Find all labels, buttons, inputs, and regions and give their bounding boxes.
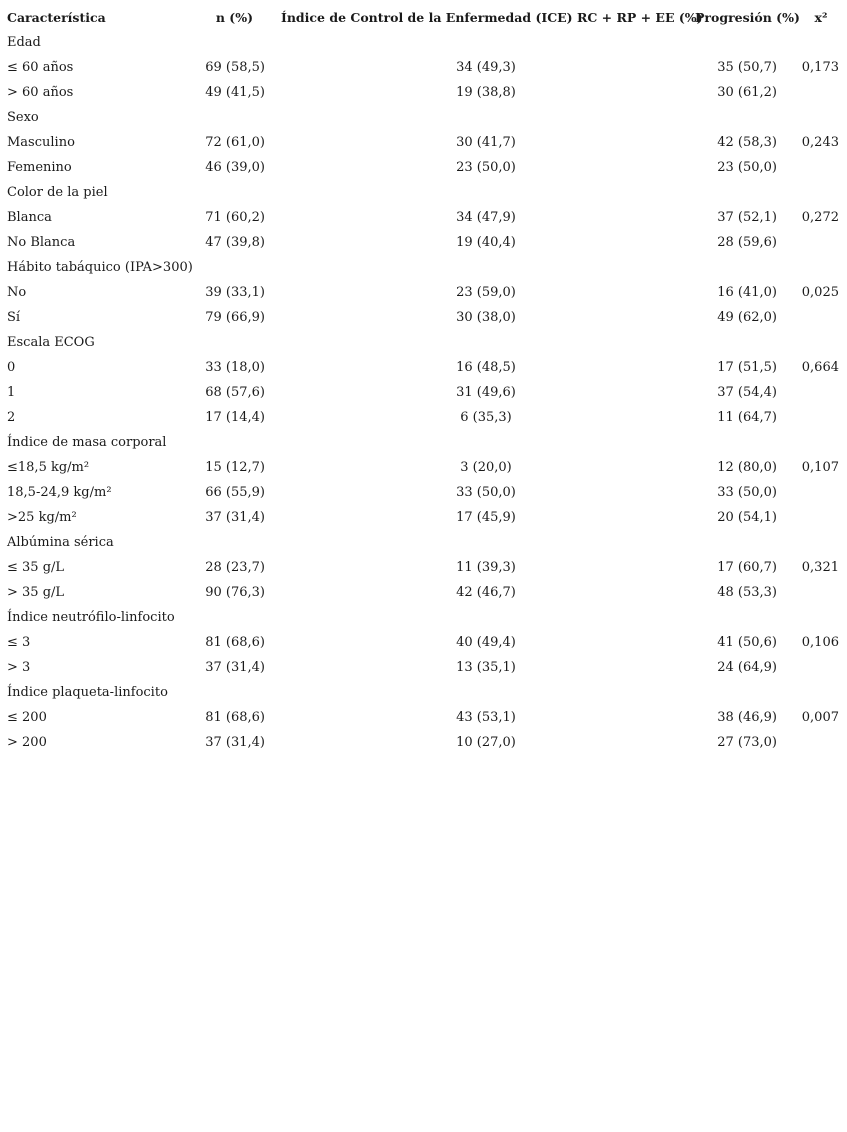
x2-value	[793, 480, 843, 505]
group-header-row	[7, 530, 843, 555]
group-title: Sexo	[7, 110, 39, 125]
table-row	[7, 80, 843, 105]
table-row	[7, 580, 843, 605]
n-percent-value: 15 (12,7)	[205, 460, 265, 475]
x2-value: 0,243	[801, 135, 839, 150]
group-title: Escala ECOG	[7, 335, 95, 350]
table-header	[7, 5, 843, 30]
x2-value	[793, 580, 843, 605]
n-percent-value: 90 (76,3)	[205, 585, 265, 600]
ice-value: 34 (47,9)	[456, 210, 516, 225]
ice-value: 31 (49,6)	[456, 385, 516, 400]
table-row	[7, 55, 843, 80]
ice-value: 42 (46,7)	[456, 585, 516, 600]
n-percent-value: 68 (57,6)	[205, 385, 265, 400]
ice-value: 11 (39,3)	[456, 560, 516, 575]
x2-value	[793, 230, 843, 255]
ice-value: 3 (20,0)	[460, 460, 512, 475]
x2-value: 0,272	[801, 210, 839, 225]
n-percent-value: 71 (60,2)	[205, 210, 265, 225]
progression-value: 42 (58,3)	[717, 135, 777, 150]
row-label: 18,5-24,9 kg/m²	[7, 485, 112, 500]
ice-value: 13 (35,1)	[456, 660, 516, 675]
header-ice: Índice de Control de la Enfermedad (ICE) RC + RP + EE (%)	[281, 10, 703, 25]
ice-value: 19 (40,4)	[456, 235, 516, 250]
row-label: Blanca	[7, 210, 52, 225]
row-label: ≤ 35 g/L	[7, 560, 65, 575]
group-header-row	[7, 105, 843, 130]
characteristics-table	[7, 5, 843, 755]
group-header-row	[7, 180, 843, 205]
table-row	[7, 455, 843, 480]
x2-value: 0,007	[801, 710, 839, 725]
progression-value: 37 (52,1)	[717, 210, 777, 225]
ice-value: 33 (50,0)	[456, 485, 516, 500]
table-row	[7, 305, 843, 330]
x2-value: 0,321	[801, 560, 839, 575]
n-percent-value: 66 (55,9)	[205, 485, 265, 500]
table-row	[7, 355, 843, 380]
progression-value: 11 (64,7)	[717, 410, 777, 425]
header-x2: x²	[814, 10, 828, 25]
table-row	[7, 480, 843, 505]
row-label: 0	[7, 360, 16, 375]
row-label: No Blanca	[7, 235, 76, 250]
x2-value	[793, 405, 843, 430]
n-percent-value: 72 (61,0)	[205, 135, 265, 150]
group-title: Hábito tabáquico (IPA>300)	[7, 260, 193, 275]
row-label: > 200	[7, 735, 47, 750]
table-row	[7, 380, 843, 405]
progression-value: 30 (61,2)	[717, 85, 777, 100]
n-percent-value: 28 (23,7)	[205, 560, 265, 575]
ice-value: 23 (59,0)	[456, 285, 516, 300]
table-row	[7, 655, 843, 680]
header-progression: Progresión (%)	[695, 10, 800, 25]
ice-value: 19 (38,8)	[456, 85, 516, 100]
group-title: Índice neutrófilo-linfocito	[7, 610, 175, 625]
table-row	[7, 555, 843, 580]
progression-value: 48 (53,3)	[717, 585, 777, 600]
table-row	[7, 230, 843, 255]
group-header-row	[7, 680, 843, 705]
progression-value: 37 (54,4)	[717, 385, 777, 400]
x2-value: 0,173	[801, 60, 839, 75]
progression-value: 35 (50,7)	[717, 60, 777, 75]
row-label: ≤ 200	[7, 710, 47, 725]
n-percent-value: 37 (31,4)	[205, 735, 265, 750]
row-label: Sí	[7, 310, 21, 325]
n-percent-value: 37 (31,4)	[205, 660, 265, 675]
table-row	[7, 505, 843, 530]
x2-value	[793, 380, 843, 405]
group-header-row	[7, 255, 843, 280]
ice-value: 6 (35,3)	[460, 410, 512, 425]
ice-value: 40 (49,4)	[456, 635, 516, 650]
row-label: ≤ 3	[7, 635, 31, 650]
ice-value: 10 (27,0)	[456, 735, 516, 750]
group-title: Edad	[7, 35, 41, 50]
x2-value	[793, 80, 843, 105]
row-label: > 60 años	[7, 85, 74, 100]
progression-value: 17 (60,7)	[717, 560, 777, 575]
ice-value: 23 (50,0)	[456, 160, 516, 175]
row-label: 1	[7, 385, 16, 400]
n-percent-value: 81 (68,6)	[205, 710, 265, 725]
x2-value	[793, 505, 843, 530]
table-row	[7, 155, 843, 180]
group-title: Índice plaqueta-linfocito	[7, 685, 168, 700]
x2-value: 0,664	[801, 360, 839, 375]
n-percent-value: 69 (58,5)	[205, 60, 265, 75]
row-label: No	[7, 285, 27, 300]
x2-value	[793, 155, 843, 180]
n-percent-value: 81 (68,6)	[205, 635, 265, 650]
table-row	[7, 130, 843, 155]
group-header-row	[7, 430, 843, 455]
n-percent-value: 17 (14,4)	[205, 410, 265, 425]
progression-value: 41 (50,6)	[717, 635, 777, 650]
n-percent-value: 79 (66,9)	[205, 310, 265, 325]
table-body	[7, 30, 843, 755]
n-percent-value: 46 (39,0)	[205, 160, 265, 175]
progression-value: 16 (41,0)	[717, 285, 777, 300]
progression-value: 12 (80,0)	[717, 460, 777, 475]
progression-value: 28 (59,6)	[717, 235, 777, 250]
progression-value: 49 (62,0)	[717, 310, 777, 325]
header-row	[7, 5, 843, 30]
row-label: > 35 g/L	[7, 585, 65, 600]
progression-value: 20 (54,1)	[717, 510, 777, 525]
header-n-percent: n (%)	[215, 10, 253, 25]
row-label: Femenino	[7, 160, 72, 175]
ice-value: 16 (48,5)	[456, 360, 516, 375]
progression-value: 38 (46,9)	[717, 710, 777, 725]
table-row	[7, 205, 843, 230]
table-row	[7, 630, 843, 655]
progression-value: 27 (73,0)	[717, 735, 777, 750]
row-label: >25 kg/m²	[7, 510, 77, 525]
group-title: Albúmina sérica	[7, 535, 114, 550]
progression-value: 33 (50,0)	[717, 485, 777, 500]
ice-value: 43 (53,1)	[456, 710, 516, 725]
x2-value: 0,106	[801, 635, 839, 650]
header-characteristic: Característica	[7, 10, 106, 25]
progression-value: 17 (51,5)	[717, 360, 777, 375]
row-label: ≤18,5 kg/m²	[7, 460, 90, 475]
row-label: ≤ 60 años	[7, 60, 74, 75]
x2-value	[793, 655, 843, 680]
ice-value: 34 (49,3)	[456, 60, 516, 75]
table-row	[7, 705, 843, 730]
group-title: Color de la piel	[7, 185, 108, 200]
group-header-row	[7, 30, 843, 55]
group-header-row	[7, 605, 843, 630]
n-percent-value: 39 (33,1)	[205, 285, 265, 300]
x2-value: 0,107	[801, 460, 839, 475]
progression-value: 24 (64,9)	[717, 660, 777, 675]
group-title: Índice de masa corporal	[7, 435, 167, 450]
x2-value	[793, 305, 843, 330]
n-percent-value: 47 (39,8)	[205, 235, 265, 250]
x2-value	[793, 730, 843, 755]
table-row	[7, 730, 843, 755]
row-label: 2	[7, 410, 16, 425]
group-header-row	[7, 330, 843, 355]
table-row	[7, 280, 843, 305]
n-percent-value: 37 (31,4)	[205, 510, 265, 525]
table-row	[7, 405, 843, 430]
ice-value: 17 (45,9)	[456, 510, 516, 525]
x2-value: 0,025	[801, 285, 839, 300]
row-label: Masculino	[7, 135, 75, 150]
n-percent-value: 33 (18,0)	[205, 360, 265, 375]
n-percent-value: 49 (41,5)	[205, 85, 265, 100]
ice-value: 30 (41,7)	[456, 135, 516, 150]
row-label: > 3	[7, 660, 31, 675]
ice-value: 30 (38,0)	[456, 310, 516, 325]
progression-value: 23 (50,0)	[717, 160, 777, 175]
